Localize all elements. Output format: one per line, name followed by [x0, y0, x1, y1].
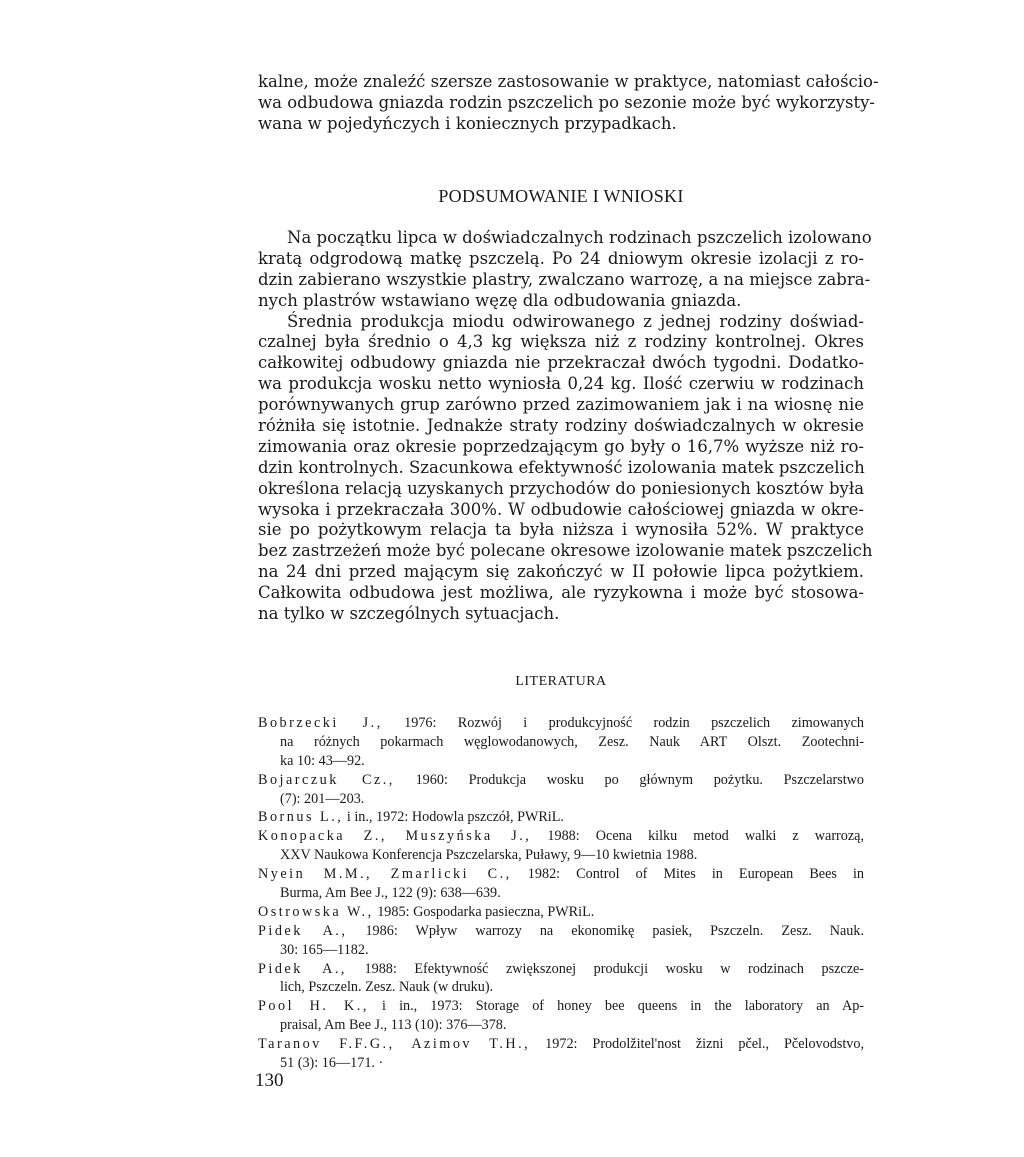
reference-author: Pidek A.,: [258, 922, 348, 939]
reference-author: Ostrowska W.,: [258, 903, 374, 920]
reference-entry: [258, 714, 864, 771]
reference-author: Bojarczuk Cz.,: [258, 771, 395, 788]
reference-text: 30: 165—1182.: [280, 941, 369, 958]
reference-text: 1972: Prodolžitel'nost žizni pčel., Pčelovodstvo,: [545, 1036, 865, 1053]
text-line: Całkowita odbudowa jest możliwa, ale ryzykowna i może być stosowa-: [258, 583, 864, 603]
text-line: całkowitej odbudowy gniazda nie przekraczał dwóch tygodni. Dodatko-: [258, 353, 864, 373]
reference-author: Taranov F.F.G., Azimov T.H.,: [258, 1036, 531, 1053]
reference-text: praisal, Am Bee J., 113 (10): 376—378.: [280, 1017, 507, 1034]
text-line: zimowania oraz okresie poprzedzającym go były o 16,7% wyższe niż ro-: [258, 436, 864, 456]
reference-entry: [258, 922, 864, 960]
text-line: kalne, może znaleźć szersze zastosowanie w praktyce, natomiast całościo-: [258, 72, 879, 91]
literature-heading: LITERATURA: [515, 674, 607, 689]
reference-text: ka 10: 43—92.: [280, 752, 365, 769]
text-line: czalnej była średnio o 4,3 kg większa niż z rodziny kontrolnej. Okres: [258, 332, 864, 352]
reference-entry: [258, 827, 864, 865]
reference-text: 1960: Produkcja wosku po głównym pożytku. Pszczelarstwo: [415, 771, 865, 788]
text-line: wa odbudowa gniazda rodzin pszczelich po sezonie może być wykorzysty-: [258, 92, 875, 112]
reference-text: Burma, Am Bee J., 122 (9): 638—639.: [280, 885, 501, 902]
reference-entry: [258, 808, 864, 827]
reference-author: Pidek A.,: [258, 960, 347, 977]
text-line: określona relacją uzyskanych przychodów do poniesionych kosztów była: [258, 478, 865, 498]
text-line: wa produkcja wosku netto wyniosła 0,24 kg. Ilość czerwiu w rodzinach: [258, 374, 864, 394]
text-line: Średnia produkcja miodu odwirowanego z jednej rodziny doświad-: [287, 311, 864, 331]
reference-text: i in., 1972: Hodowla pszczół, PWRiL.: [346, 809, 564, 826]
reference-text: XXV Naukowa Konferencja Pszczelarska, Puławy, 9—10 kwietnia 1988.: [280, 847, 698, 864]
reference-list: [258, 714, 864, 1073]
text-line: Na początku lipca w doświadczalnych rodzinach pszczelich izolowano: [287, 228, 872, 247]
reference-entry: [258, 960, 864, 998]
reference-author: Konopacka Z., Muszyńska J.,: [258, 828, 532, 845]
reference-text: 1985: Gospodarka pasieczna, PWRiL.: [377, 903, 595, 920]
text-line: porównywanych grup zarówno przed zazimowaniem jak i na wiosnę nie: [258, 395, 864, 415]
reference-entry: [258, 1035, 864, 1073]
text-line: bez zastrzeżeń może być polecane okresowe izolowanie matek pszczelich: [258, 541, 873, 561]
page-number: 130: [255, 1070, 284, 1091]
reference-author: Bobrzecki J.,: [258, 715, 383, 731]
text-line: sie po pożytkowym relacja ta była niższa i wynosiła 52%. W praktyce: [258, 520, 864, 540]
reference-text: i in., 1973: Storage of honey bee queens in the laboratory an Ap-: [382, 998, 865, 1015]
reference-entry: [258, 903, 864, 922]
text-line: na 24 dni przed mającym się zakończyć w II połowie lipca pożytkiem.: [258, 562, 864, 582]
reference-author: Bornus L.,: [258, 809, 344, 826]
reference-text: 51 (3): 16—171. ·: [280, 1055, 384, 1072]
reference-text: 1976: Rozwój i produkcyjność rodzin pszczelich zimowanych: [404, 715, 864, 731]
reference-entry: [258, 997, 864, 1035]
reference-text: na różnych pokarmach węglowodanowych, Zesz. Nauk ART Olszt. Zootechni-: [280, 733, 864, 750]
reference-author: Pool H. K.,: [258, 998, 369, 1015]
text-line: kratą odgrodową matkę pszczelą. Po 24 dniowym okresie izolacji z ro-: [258, 248, 864, 268]
reference-text: 1986: Wpływ warrozy na ekonomikę pasiek, Pszczeln. Zesz. Nauk.: [365, 922, 864, 939]
text-line: wysoka i przekraczała 300%. W odbudowie całościowej gniazda w okre-: [258, 499, 864, 519]
reference-text: 1988: Efektywność zwiększonej produkcji wosku w rodzinach pszcze-: [364, 960, 865, 977]
text-line: nych plastrów wstawiano węzę dla odbudowania gniazda.: [258, 290, 742, 310]
reference-entry: [258, 771, 864, 809]
reference-author: Nyein M.M., Zmarlicki C.,: [258, 866, 512, 883]
text-line: na tylko w szczególnych sytuacjach.: [258, 604, 560, 624]
summary-section: [258, 228, 873, 625]
reference-entry: [258, 865, 864, 903]
reference-text: (7): 201—203.: [280, 790, 365, 807]
summary-heading: PODSUMOWANIE I WNIOSKI: [438, 186, 684, 206]
text-line: dzin zabierano wszystkie plastry, zwalczano warrozę, a na miejsce zabra-: [258, 269, 871, 289]
text-line: dzin kontrolnych. Szacunkowa efektywność izolowania matek pszczelich: [258, 457, 865, 477]
intro-paragraph: [258, 72, 879, 135]
text-line: wana w pojedyńczych i koniecznych przypadkach.: [258, 113, 677, 133]
reference-text: 1982: Control of Mites in European Bees in: [527, 866, 864, 883]
text-line: różniła się istotnie. Jednakże straty rodziny doświadczalnych w okresie: [258, 416, 864, 436]
reference-text: 1988: Ocena kilku metod walki z warrozą,: [547, 828, 865, 845]
reference-text: lich, Pszczeln. Zesz. Nauk (w druku).: [280, 979, 494, 996]
